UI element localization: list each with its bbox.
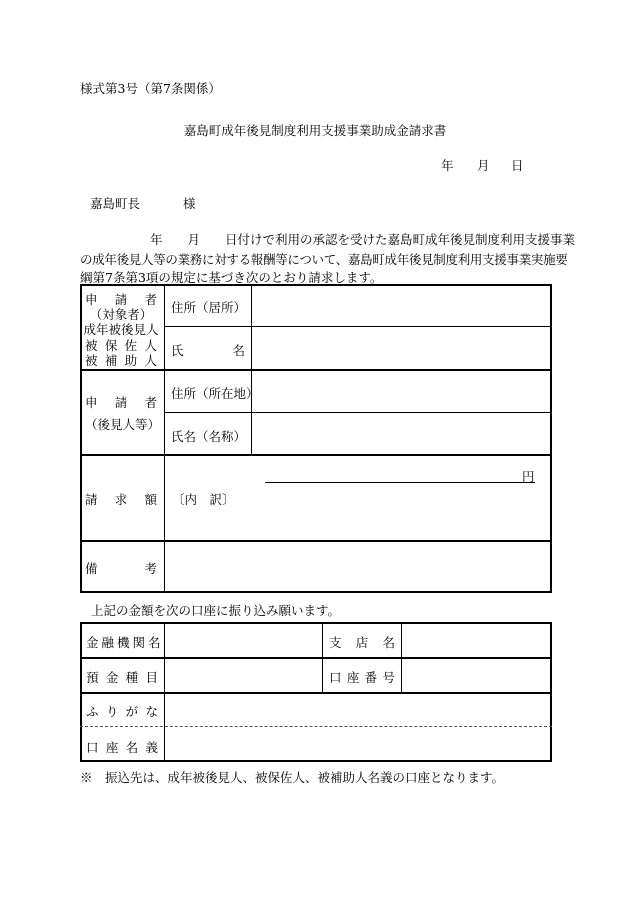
guardian-applicant-label: 申 請 者 [85, 395, 157, 410]
deposit-type-label: 預 金 種 目 [86, 670, 158, 685]
page-title: 嘉島町成年後見制度利用支援事業助成金請求書 [183, 123, 447, 138]
footnote: ※ 振込先は、成年被後見人、被保佐人、被補助人名義の口座となります。 [80, 770, 505, 785]
curatorship-label: 被 保 佐 人 [85, 338, 157, 353]
subject-name-label: 氏 名 [171, 343, 245, 358]
date-day: 日 [511, 158, 524, 173]
subject-address-label: 住所（居所） [171, 300, 247, 315]
body-line-2: の成年後見人等の業務に対する報酬等について、嘉島町成年後見制度利用支援事業実施要 [80, 252, 568, 267]
guardian-address-field[interactable] [253, 371, 550, 411]
deposit-type-field[interactable] [166, 659, 321, 691]
addressee-honorific: 様 [183, 196, 196, 211]
branch-field[interactable] [403, 624, 550, 656]
ward-label: 成年被後見人 [83, 322, 159, 337]
date-month: 月 [477, 158, 490, 173]
applicant-label: 申 請 者 [85, 292, 157, 307]
yen-unit: 円 [522, 469, 535, 484]
guardian-label: （後見人等） [85, 417, 161, 432]
claim-label: 請 求 額 [85, 492, 157, 507]
furigana-field[interactable] [166, 694, 550, 725]
body-line-1: 年 月 日付けで利用の承認を受けた嘉島町成年後見制度利用支援事業 [150, 232, 576, 247]
guardian-name-label: 氏名（名称） [171, 429, 247, 444]
claim-amount-field[interactable] [265, 462, 520, 482]
body-line-3: 綱第7条第3項の規定に基づき次のとおり請求します。 [80, 270, 383, 285]
account-number-field[interactable] [403, 659, 550, 691]
account-number-label: 口 座 番 号 [329, 670, 395, 685]
guardian-address-label: 住所（所在地） [171, 386, 259, 401]
date-year: 年 [441, 158, 454, 173]
transfer-note: 上記の金額を次の口座に振り込み願います。 [91, 603, 341, 618]
subject-label: （対象者） [89, 307, 153, 322]
addressee-name: 嘉島町長 [90, 196, 141, 211]
subject-address-field[interactable] [253, 286, 550, 325]
branch-label: 支 店 名 [329, 635, 395, 650]
bank-name-label: 金融機関名 [86, 635, 164, 650]
breakdown-label: 〔内 訳〕 [172, 492, 235, 507]
remarks-field[interactable] [166, 542, 550, 591]
guardian-name-field[interactable] [253, 414, 550, 453]
remarks-label: 備 考 [85, 561, 157, 576]
subject-name-field[interactable] [253, 328, 550, 368]
bank-name-field[interactable] [166, 624, 321, 656]
furigana-label: ふ り が な [86, 704, 158, 719]
account-holder-label: 口 座 名 義 [86, 740, 158, 755]
assisted-label: 被 補 助 人 [85, 353, 157, 368]
account-holder-field[interactable] [166, 728, 550, 760]
form-number: 様式第3号（第7条関係） [80, 81, 221, 96]
